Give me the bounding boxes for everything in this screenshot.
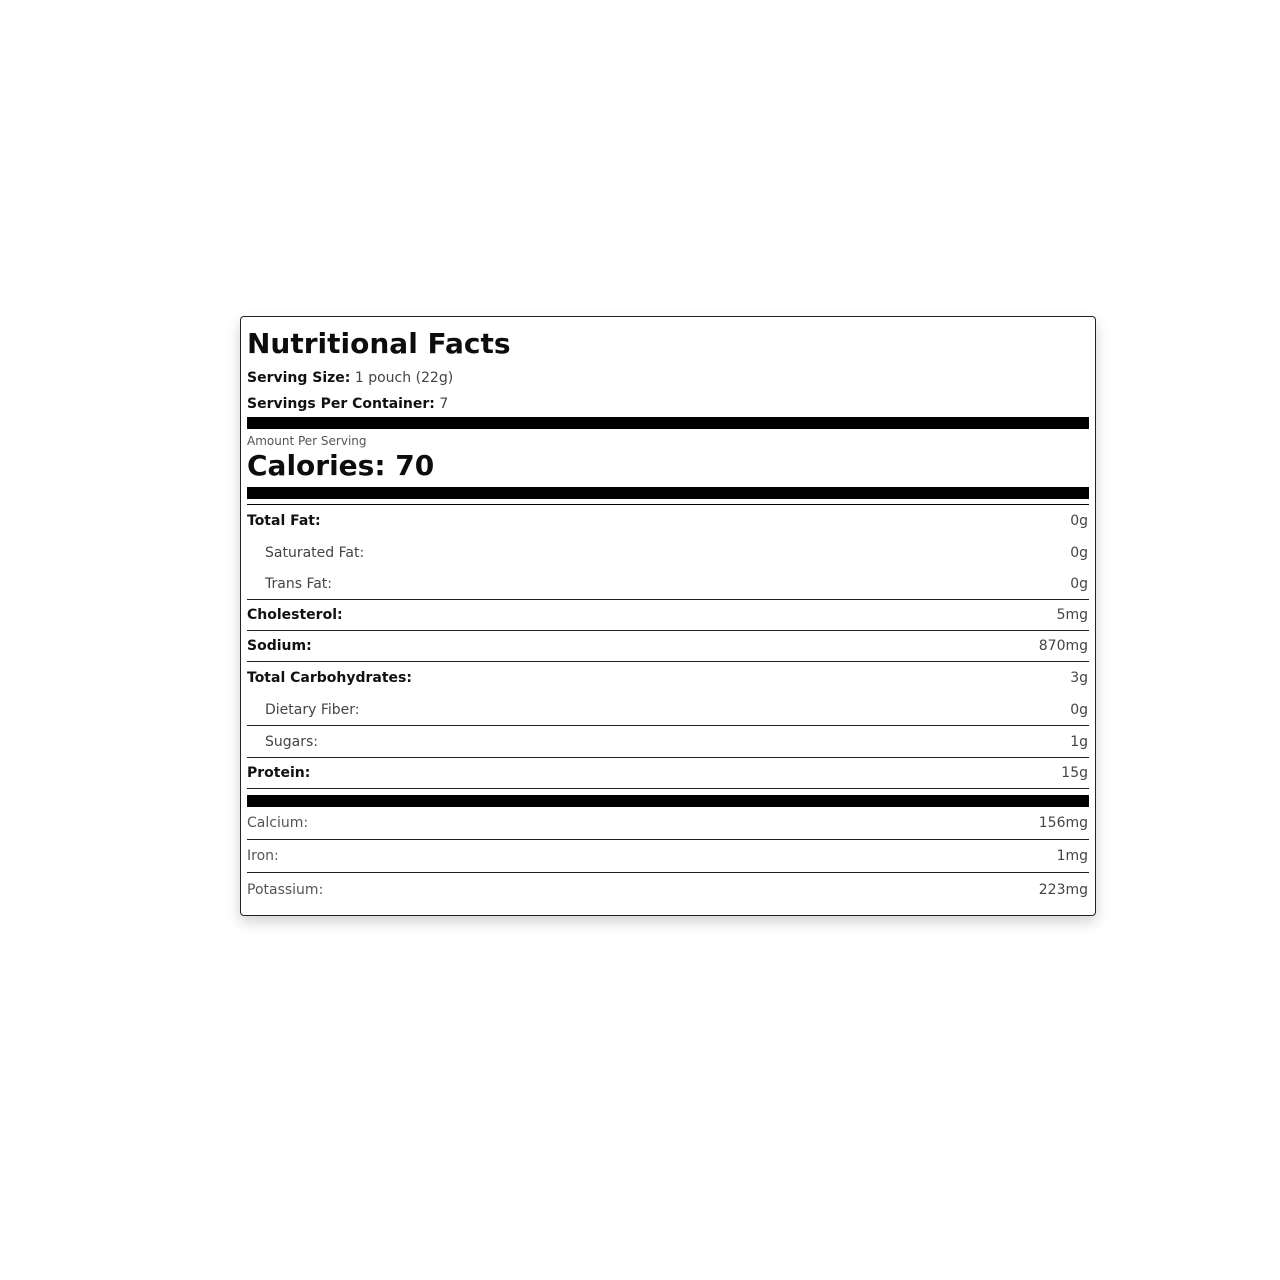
nutrient-row-saturated-fat bbox=[247, 537, 1089, 569]
nutrient-rows bbox=[247, 505, 1089, 789]
mineral-row-potassium bbox=[247, 873, 1089, 906]
nutrient-value: 0g bbox=[1070, 576, 1088, 592]
mineral-name: Iron: bbox=[247, 848, 279, 864]
calories: Calories: 70 bbox=[247, 449, 435, 482]
nutrient-row-sodium bbox=[247, 631, 1089, 662]
nutrient-name: Total Fat: bbox=[247, 513, 321, 529]
mineral-rows bbox=[247, 807, 1089, 906]
mineral-row-iron bbox=[247, 840, 1089, 873]
servings-per-container-key: Servings Per Container: bbox=[247, 396, 435, 412]
nutrient-name: Dietary Fiber: bbox=[265, 701, 360, 718]
nutrient-name: Protein: bbox=[247, 765, 311, 781]
nutrient-row-trans-fat bbox=[247, 569, 1089, 600]
nutrient-row-dietary-fiber bbox=[247, 694, 1089, 726]
nutrient-row-total-carbohydrates bbox=[247, 662, 1089, 694]
mineral-name: Potassium: bbox=[247, 881, 324, 898]
mineral-name: Calcium: bbox=[247, 815, 309, 831]
nutrient-value: 870mg bbox=[1038, 638, 1088, 654]
nutrient-row-total-fat bbox=[247, 505, 1089, 537]
nutrient-value: 5mg bbox=[1056, 607, 1088, 623]
nutrient-row-protein bbox=[247, 758, 1089, 789]
nutrient-value: 15g bbox=[1061, 765, 1088, 781]
nutrient-row-sugars bbox=[247, 726, 1089, 758]
nutrient-name: Sodium: bbox=[247, 638, 312, 654]
thick-divider bbox=[247, 487, 1089, 499]
nutrient-row-cholesterol bbox=[247, 600, 1089, 631]
nutrient-value: 0g bbox=[1070, 545, 1088, 561]
nutrient-name: Cholesterol: bbox=[247, 607, 343, 623]
nutrient-value: 3g bbox=[1070, 670, 1088, 686]
nutrient-value: 0g bbox=[1070, 701, 1088, 718]
nutrient-name: Sugars: bbox=[265, 733, 318, 750]
servings-per-container-line bbox=[247, 391, 1089, 417]
serving-size-line bbox=[247, 365, 1089, 391]
nutrition-facts-label bbox=[240, 316, 1096, 916]
thick-divider bbox=[247, 795, 1089, 807]
serving-size-value: 1 pouch (22g) bbox=[354, 370, 454, 386]
mineral-row-calcium bbox=[247, 807, 1089, 840]
nutrient-value: 0g bbox=[1070, 513, 1088, 529]
label-title: Nutritional Facts bbox=[247, 327, 511, 360]
nutrient-name: Total Carbohydrates: bbox=[247, 670, 412, 686]
mineral-value: 223mg bbox=[1038, 881, 1088, 898]
mineral-value: 1mg bbox=[1056, 848, 1088, 864]
nutrient-name: Saturated Fat: bbox=[265, 545, 365, 561]
mineral-value: 156mg bbox=[1038, 815, 1088, 831]
amount-per-serving: Amount Per Serving bbox=[247, 434, 367, 448]
servings-per-container-value: 7 bbox=[439, 396, 449, 412]
nutrient-name: Trans Fat: bbox=[265, 576, 332, 592]
thick-divider bbox=[247, 417, 1089, 429]
nutrient-value: 1g bbox=[1070, 733, 1088, 750]
serving-size-key: Serving Size: bbox=[247, 370, 351, 386]
